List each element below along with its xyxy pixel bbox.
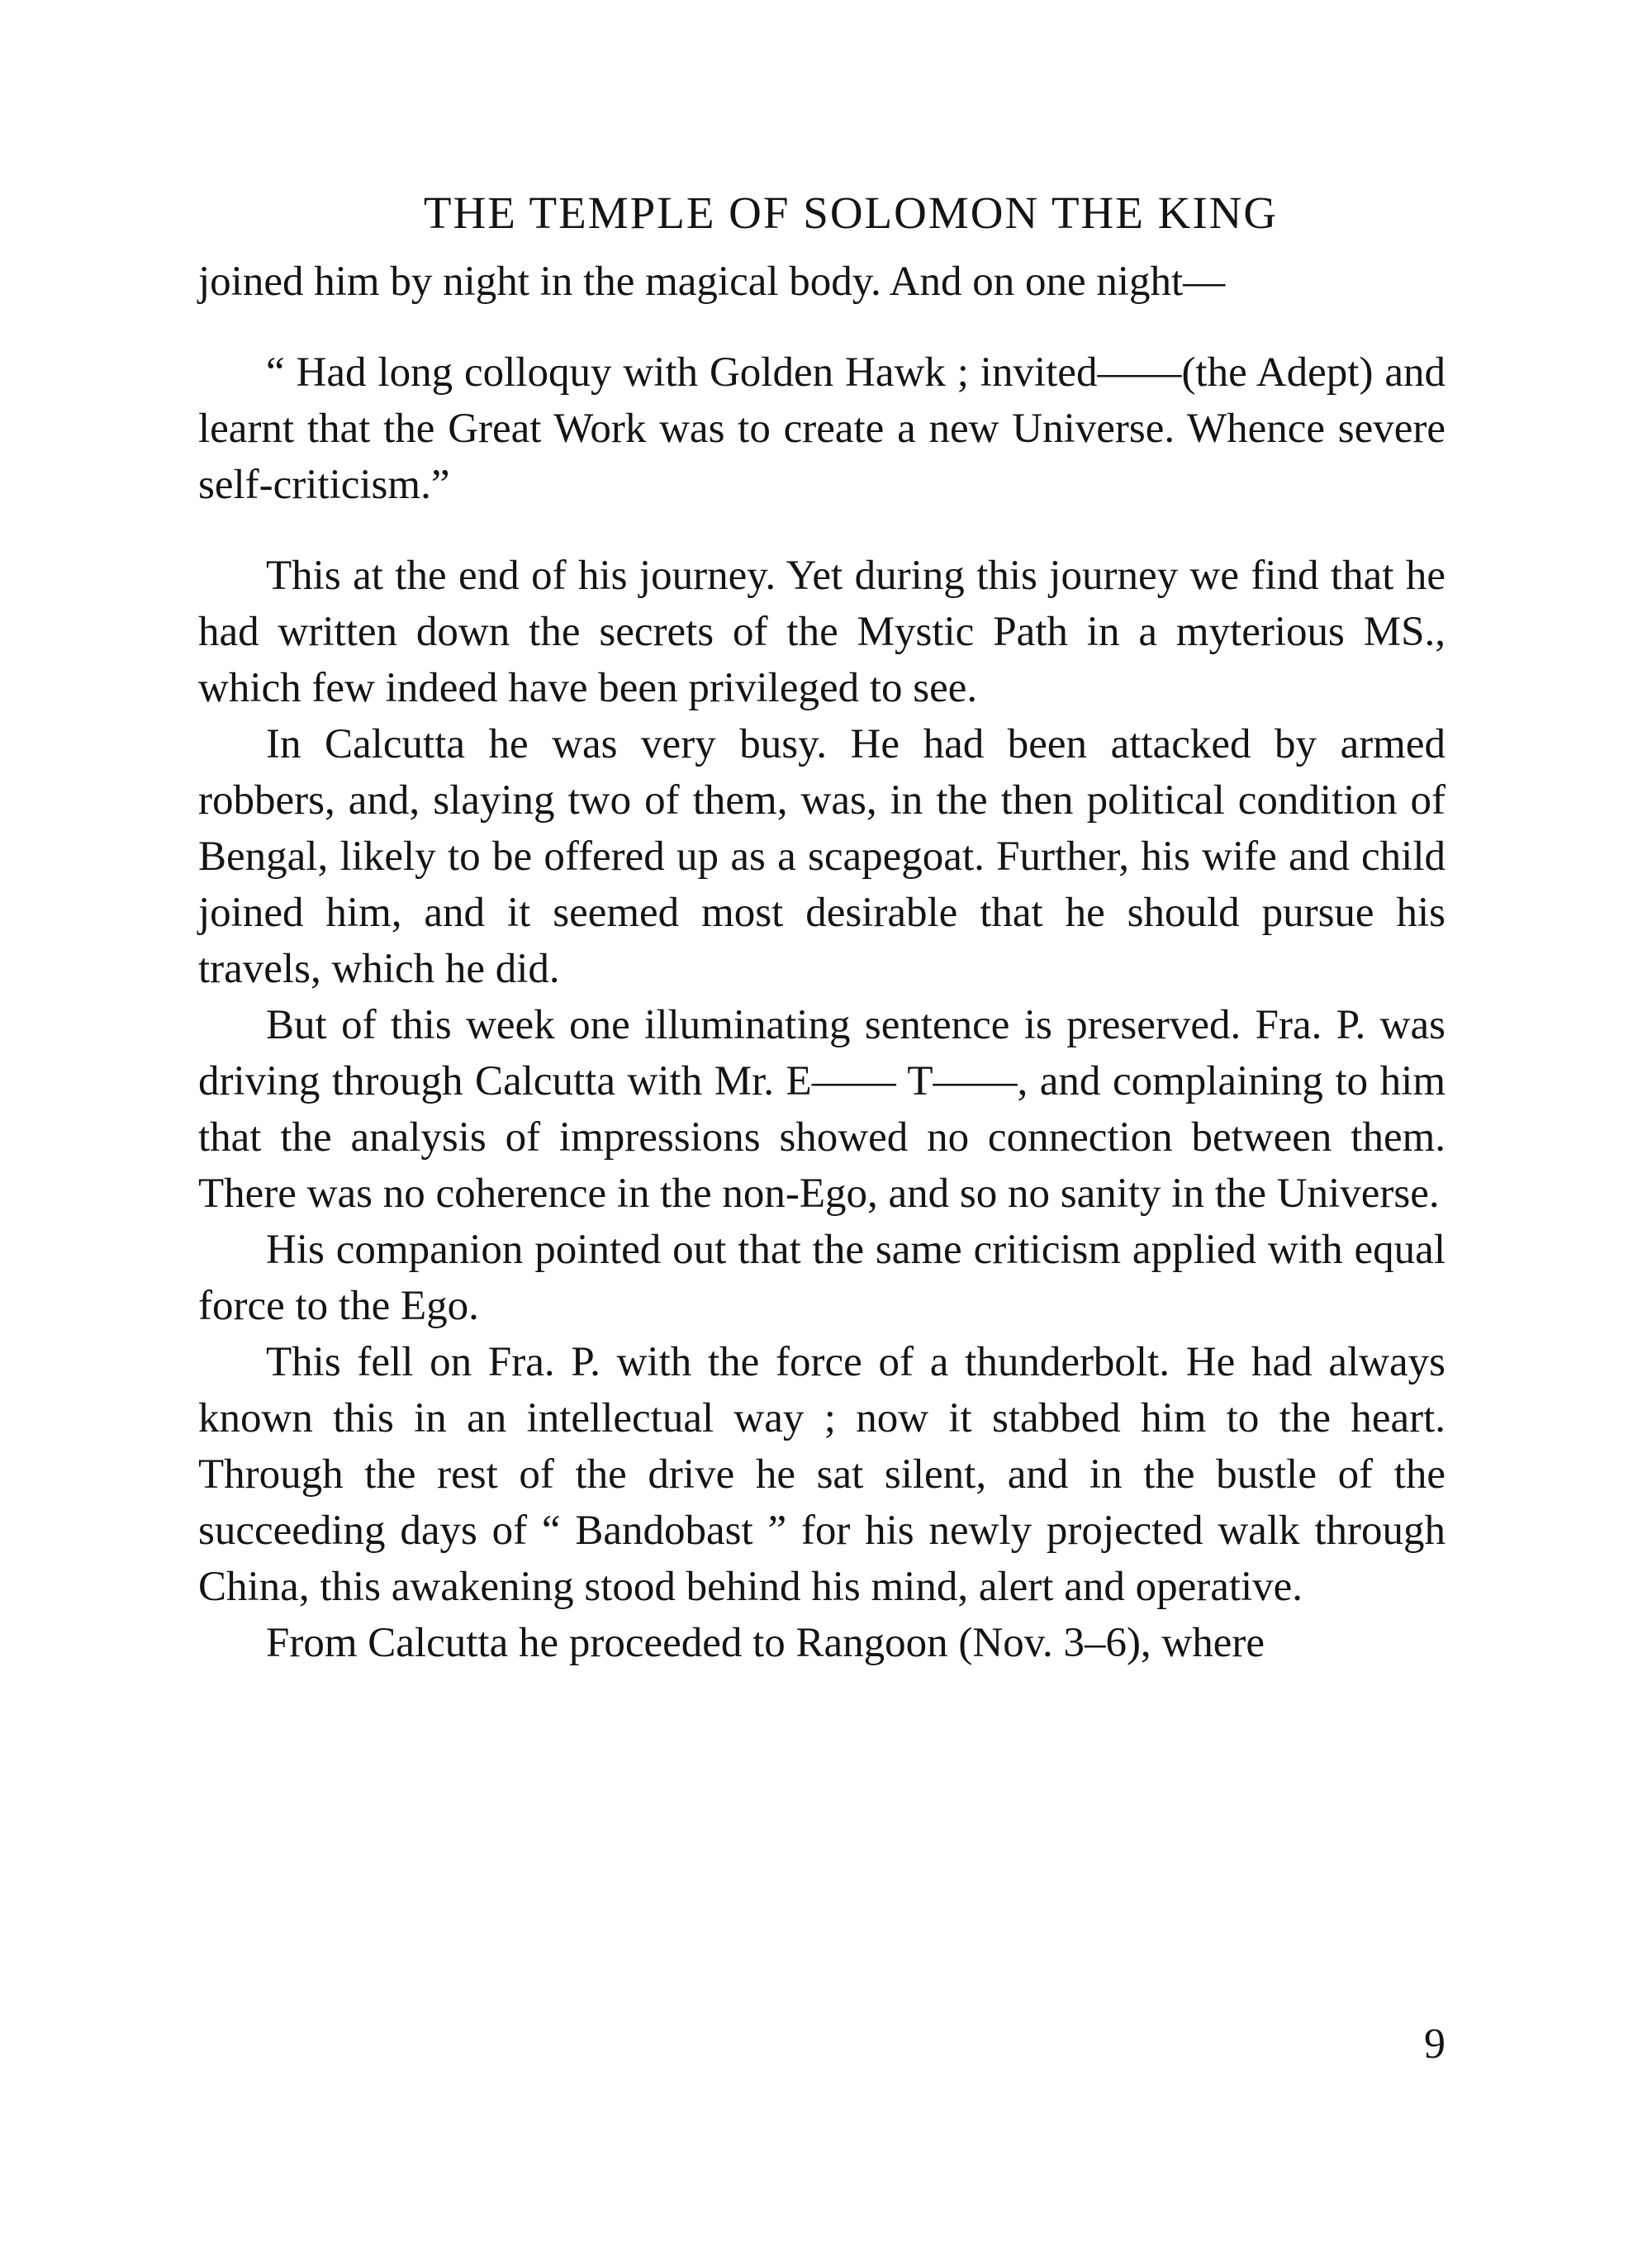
paragraph-thunderbolt: This fell on Fra. P. with the force of a thunderbolt. He had always known this in an intellectual way ; now it stabbed him to the heart. Through the rest of the drive he sat silent, and in the bustle of the succeeding days of “ Bandobast ” for his newly projected walk through China, this awakening stood behind his mind, alert and operative. (198, 1339, 1446, 1610)
book-page (198, 186, 1446, 1671)
paragraph-calcutta: In Calcutta he was very busy. He had been attacked by armed robbers, and, slaying two of them, was, in the then political condition of Bengal, likely to be offered up as a scapegoat. Further, his wife and child joined him, and it seemed most desirable that he should pursue his travels, which he did. (198, 721, 1446, 992)
running-title: THE TEMPLE OF SOLOMON THE KING (423, 188, 1279, 238)
paragraph-journey-end: This at the end of his journey. Yet during this journey we find that he had written down the secrets of the Mystic Path in a myterious MS., which few indeed have been privileged to see. (198, 553, 1446, 711)
paragraph-companion: His companion pointed out that the same criticism applied with equal force to the Ego. (198, 1227, 1446, 1329)
page-number: 9 (1424, 2021, 1446, 2068)
paragraph-rangoon: From Calcutta he proceeded to Rangoon (Nov. 3–6), where (266, 1620, 1265, 1666)
paragraph-illuminating-sentence: But of this week one illuminating sentence is preserved. Fra. P. was driving through Calcutta with Mr. E—— T——, and complaining to him that the analysis of impressions showed no connection between them. There was no coherence in the non-Ego, and so no sanity in the Universe. (198, 1002, 1446, 1217)
paragraph-quotation: “ Had long colloquy with Golden Hawk ; invited——(the Adept) and learnt that the Great Work was to create a new Universe. Whence severe self-criticism.” (198, 349, 1446, 508)
paragraph-continuation: joined him by night in the magical body. And on one night— (198, 259, 1226, 305)
